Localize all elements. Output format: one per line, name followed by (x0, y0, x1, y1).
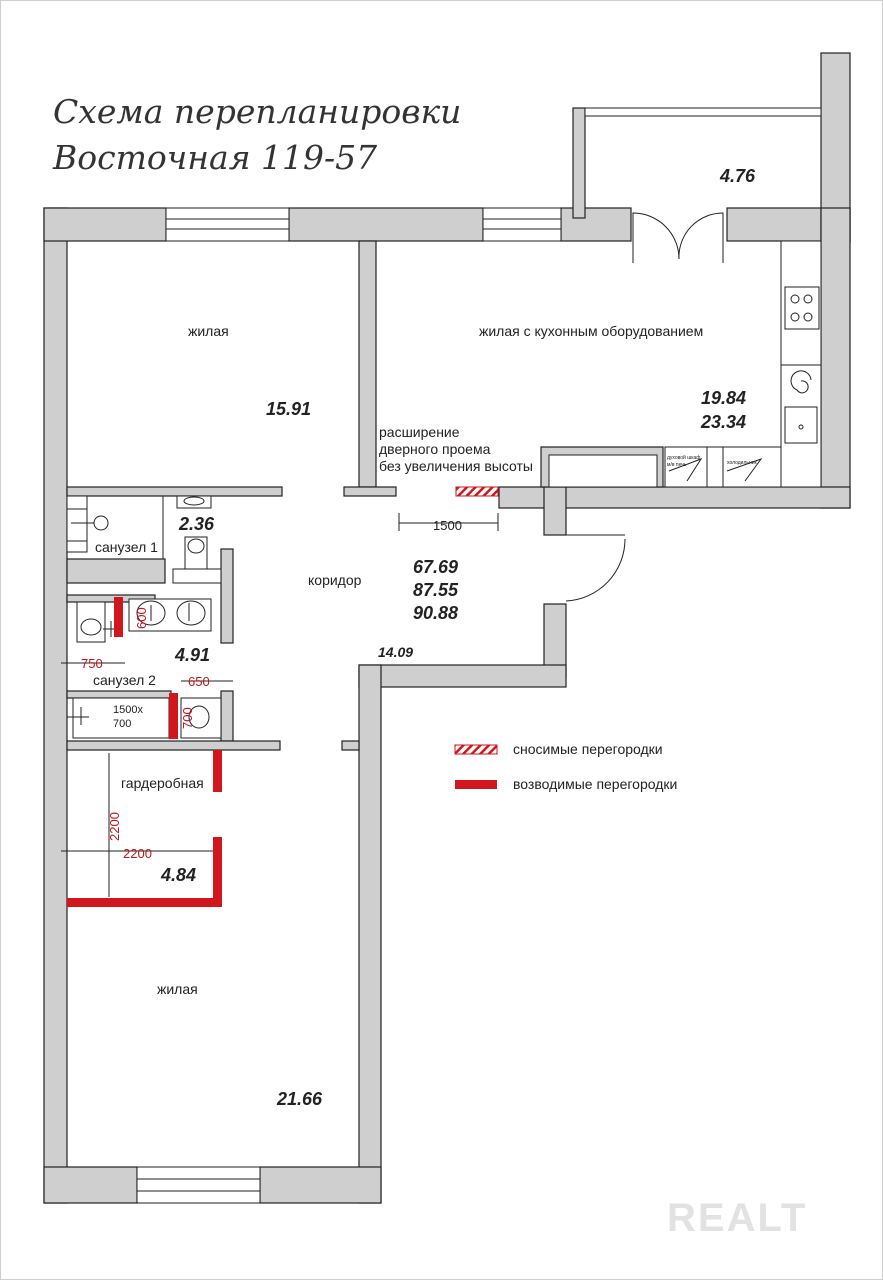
bathroom-1-label: санузел 1 (95, 539, 158, 555)
doorway-width-dim: 1500 (433, 518, 462, 533)
balcony-door (633, 213, 723, 263)
kitchen-living-label: жилая с кухонным оборудованием (479, 323, 704, 339)
fridge-label: холодильник (727, 460, 757, 466)
legend-demolished-swatch (455, 745, 497, 754)
dim-600: 600 (134, 607, 149, 629)
oven-label-1: духовой шкаф (667, 455, 701, 461)
dim-650: 650 (188, 674, 210, 689)
living-room-1-label: жилая (188, 323, 229, 339)
entrance-door (566, 535, 625, 601)
legend-demolished-label: сносимые перегородки (513, 741, 663, 757)
doorway-note-2: дверного проема (379, 441, 491, 457)
total-area-3: 90.88 (413, 603, 459, 623)
kitchen-area-1: 19.84 (701, 388, 747, 408)
corridor-label: коридор (308, 572, 362, 588)
legend-erected-label: возводимые перегородки (513, 776, 678, 792)
balcony-area: 4.76 (720, 166, 756, 186)
wardrobe-height-dim: 2200 (107, 812, 122, 841)
living-room-2-label: жилая (157, 981, 198, 997)
dim-700: 700 (180, 707, 195, 729)
realt-watermark: REALT (667, 1196, 808, 1240)
oven-label-2: м/в печь (667, 462, 687, 468)
total-area-2: 87.55 (413, 580, 459, 600)
living-room-1-area: 15.91 (266, 399, 312, 419)
bathtub-size-1: 1500х (113, 704, 143, 716)
wardrobe-width-dim: 2200 (123, 846, 152, 861)
total-area-1: 67.69 (413, 557, 459, 577)
dim-750: 750 (81, 656, 103, 671)
bathtub-size-2: 700 (113, 718, 132, 730)
legend-erected-swatch (455, 780, 497, 789)
doorway-note-1: расширение (379, 424, 460, 440)
legend (455, 741, 677, 792)
bathroom-2-label: санузел 2 (93, 672, 156, 688)
bathroom-1-area: 2.36 (179, 514, 215, 534)
living-room-2-area: 21.66 (277, 1089, 323, 1109)
kitchen-area-2: 23.34 (701, 412, 747, 432)
floor-plan-diagram (1, 1, 883, 1281)
title-line-2: Восточная 119-57 (53, 138, 378, 177)
title-line-1: Схема перепланировки (53, 92, 462, 131)
windows (137, 108, 821, 1203)
doorway-note-3: без увеличения высоты (379, 458, 533, 474)
wardrobe-area: 4.84 (161, 865, 197, 885)
demolished-partition (456, 487, 498, 496)
bathroom-2-area: 4.91 (175, 645, 211, 665)
corridor-area: 14.09 (378, 644, 414, 660)
wardrobe-label: гардеробная (121, 775, 204, 791)
